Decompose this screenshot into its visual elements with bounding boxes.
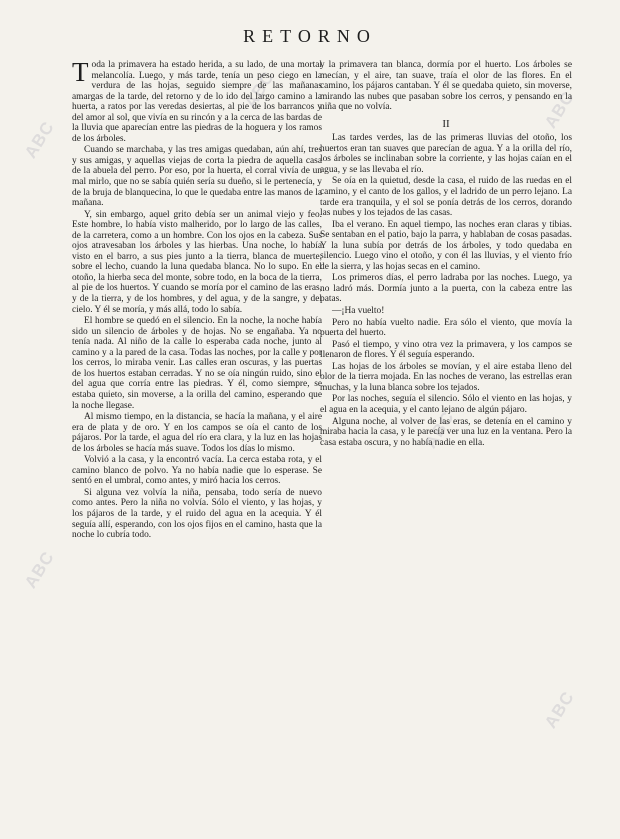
paragraph: Por las noches, seguía el silencio. Sólo el viento en las hojas, y el agua en la acequia, y el canto lejano de algún pájaro. xyxy=(320,394,572,415)
watermark: ABC xyxy=(240,67,279,112)
paragraph: Las hojas de los árboles se movían, y el aire estaba lleno del olor de la tierra mojada. En las noches de verano, las estrellas eran muchas, y la luna blanca sobre los tejados. xyxy=(320,361,572,393)
paragraph: Cuando se marchaba, y las tres amigas quedaban, aún ahí, tres y sus amigas, y aquellas viejas de corta la piedra de aquella casa de la abuela del perro. Por eso, por la huerta, el corral vivía de un mal mirlo, que no se sabía quién sería su dueño, si le pertenecía, y de la bruja de blanquecina, lo que le quedaba entre las manos de la mañana. xyxy=(72,145,322,209)
drop-cap: T xyxy=(72,60,89,87)
watermark: ABC xyxy=(20,547,59,592)
paragraph: Si alguna vez volvía la niña, pensaba, todo sería de nuevo como antes. Pero la niña no volvía. Sólo el viento, y las hojas, y los pájaros de la tarde, y el ruido del agua en la acequia. Y él seguía allí, esperando, con los ojos fijos en el camino, hasta que la noche lo cubría todo. xyxy=(72,487,322,541)
section-number: II xyxy=(442,117,450,130)
article-title: RETORNO xyxy=(243,26,377,46)
paragraph: Pero no había vuelto nadie. Era sólo el viento, que movía la puerta del huerto. xyxy=(320,317,572,339)
dialogue-line: —¡Ha vuelto! xyxy=(332,306,385,317)
watermark: ABC xyxy=(540,87,579,132)
paragraph: Pasó el tiempo, y vino otra vez la primavera, y los campos se llenaron de flores. Y él seguía esperando. xyxy=(320,339,572,361)
watermark: ABC xyxy=(540,687,579,732)
right-column xyxy=(320,60,572,820)
paragraph: Volvió a la casa, y la encontró vacía. La cerca estaba rota, y el camino blanco de polvo. Ya no había nadie que lo esperase. Se sentó en el umbral, como antes, y miró hacia los cerros. xyxy=(72,455,322,487)
watermark: ABC xyxy=(20,117,59,162)
paragraph: Y, sin embargo, aquel grito debía ser un animal viejo y feo. Este hombre, lo había visto malherido, por lo largo de las calles, de la carretera, como a un hombre. Con los ojos en la cabeza. Sus ojos atravesaban los árboles y las hierbas. Una noche, lo había visto en el barro, a sus pies junto a la tierra, blanca de muerte, sobre el lecho, cuando la luna quedaba blanca. No lo supo. En el otoño, la hierba seca del monte, sobre todo, en la boca de la tierra, al pie de los huertos. Y cuando se moría por el camino de las eras, y de la tierra, y de los hombres, y del agua, y de la sangre, y del cielo. Y él se moría, y más allá, todo lo sabía. xyxy=(72,209,322,315)
paragraph: Las tardes verdes, las de las primeras lluvias del otoño, los huertos eran tan suaves que parecían de agua. Y a la orilla del río, los árboles se inclinaban sobre la corriente, y las hojas caían en el agua, y se las llevaba el río. xyxy=(320,133,572,175)
paragraph: Los primeros días, el perro ladraba por las noches. Luego, ya no ladró más. Dormía junto a la puerta, con la cabeza entre las patas. xyxy=(320,273,572,305)
paragraph: El hombre se quedó en el silencio. En la noche, la noche había sido un silencio de árboles y de hojas. No se engañaba. Ya no tenía nada. Al niño de la calle lo esperaba cada noche, junto al camino y a la pared de la casa. Todas las noches, por la calle y por los cerros, lo miraba venir. Las calles eran oscuras, y las puertas de los huertos estaban cerradas. Y no se oía ningún ruido, sino el del agua que corría entre las piedras. Y él, como siempre, se estaba quieto, sin moverse, a la orilla del camino, esperando que la noche llegase. xyxy=(72,316,322,411)
paragraph-text: oda la primavera ha estado herida, a su lado, de una mortal melancolía. Luego, y más tarde, tenía un peso ciego en la verdura de las hojas, seguido siempre de las mañanas amargas de la tarde, del retorno y de lo ido del largo camino a la huerta, a ratos por las veredas desiertas, al pie de los barrancos y del amor al sol, que vivía en su rincón y a la cerca de las bardas de la lluvia que aparecían entre las piedras de la hoguera y los ramos de los árboles. xyxy=(72,60,322,144)
paragraph: Iba el verano. En aquel tiempo, las noches eran claras y tibias. Se sentaban en el patio, bajo la parra, y hablaban de cosas pasadas. Y la luna subía por detrás de los árboles, y todo quedaba en silencio. Luego vino el otoño, y con él las lluvias, y el viento frío de la sierra, y las hojas secas en el camino. xyxy=(320,219,572,272)
left-column xyxy=(72,60,322,820)
paragraph: Alguna noche, al volver de las eras, se detenía en el camino y miraba hacia la casa, y le parecía ver una luz en la ventana. Pero la casa estaba oscura, y no había nadie en ella. xyxy=(320,416,572,448)
paragraph: y la primavera tan blanca, dormía por el huerto. Los árboles se mecían, y el aire, tan suave, traía el olor de las flores. En el camino, los pájaros cantaban. Y él se quedaba quieto, sin moverse, mirando las nubes que pasaban sobre los cerros, y pensando en la niña que no volvía. xyxy=(320,60,572,113)
paragraph xyxy=(72,60,322,144)
watermark: ABC xyxy=(420,407,459,452)
paragraph: Al mismo tiempo, en la distancia, se hacía la mañana, y el aire era de plata y de oro. Y en los campos se oía el canto de los pájaros. Por la tarde, el agua del río era clara, y la luz en las hojas de los árboles se hacía más suave. Todos los días lo mismo. xyxy=(72,412,322,454)
paragraph: Se oía en la quietud, desde la casa, el ruido de las ruedas en el camino, y el canto de los gallos, y el ladrido de un perro lejano. La tarde era tranquila, y el sol se ponía detrás de los cerros, dorando las nubes y los tejados de las casas. xyxy=(320,176,572,219)
